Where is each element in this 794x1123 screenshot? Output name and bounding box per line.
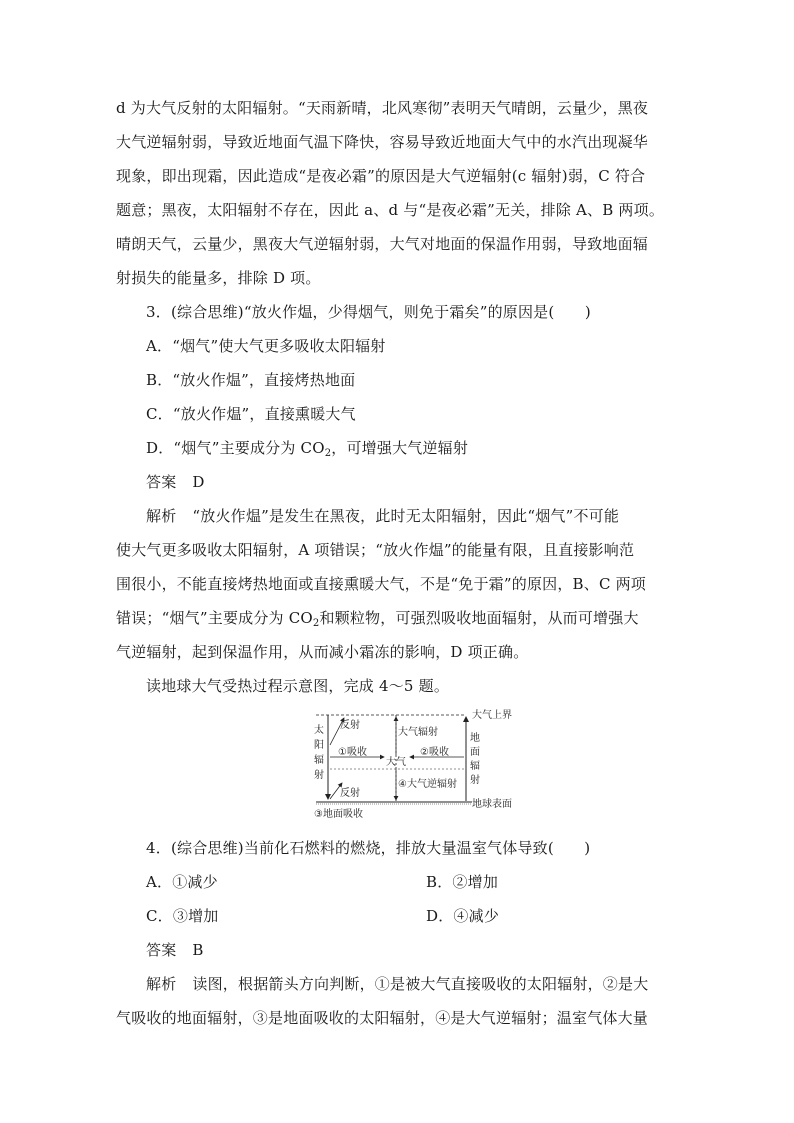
absorb-1-label: ①吸收: [338, 747, 367, 758]
question-4-stem: 4．(综合思维)当前化石燃料的燃烧，排放大量温室气体导致( ): [146, 839, 591, 857]
question-4-option-b: B．②增加: [426, 873, 499, 891]
solar-label-char: 阳: [314, 740, 324, 751]
question-3-option-c: C．“放火作煴”，直接熏暖大气: [146, 405, 356, 423]
question-3-answer: 答案 D: [146, 473, 205, 491]
reflect-bottom-label: 反射: [340, 788, 360, 799]
question-3-analysis-line: 气逆辐射，起到保温作用，从而减小霜冻的影响，D 项正确。: [116, 643, 529, 661]
paragraph-line: 晴朗天气，云量少，黑夜大气逆辐射弱，大气对地面的保温作用弱，导致地面辐: [116, 235, 649, 253]
diagram-intro: 读地球大气受热过程示意图，完成 4～5 题。: [146, 677, 450, 695]
absorb-2-label: ②吸收: [420, 747, 449, 758]
ground-absorb-label: ③地面吸收: [314, 809, 363, 820]
upper-boundary-label: 大气上界: [472, 710, 512, 721]
solar-label-char: 太: [314, 725, 324, 736]
ground-radiation-char: 地: [470, 733, 480, 744]
ground-radiation-char: 面: [470, 747, 480, 758]
paragraph-line: 现象，即出现霜，因此造成“是夜必霜”的原因是大气逆辐射(c 辐射)弱，C 符合: [116, 167, 646, 185]
atmosphere-label: 大气: [386, 757, 406, 768]
ground-radiation-char: 射: [470, 775, 480, 786]
question-4-analysis-line: 气吸收的地面辐射，③是地面吸收的太阳辐射，④是大气逆辐射；温室气体大量: [116, 1009, 649, 1027]
question-4-answer: 答案 B: [146, 941, 204, 959]
question-4-option-a: A．①减少: [146, 873, 218, 891]
ground-label: 地球表面: [472, 799, 512, 810]
paragraph-line: 射损失的能量多，排除 D 项。: [116, 269, 321, 287]
counter-radiation-label: ④大气逆辐射: [398, 779, 457, 790]
question-3-analysis-line: 解析 “放火作煴”是发生在黑夜，此时无太阳辐射，因此“烟气”不可能: [146, 507, 620, 525]
question-4-option-c: C．③增加: [146, 907, 219, 925]
reflect-top-label: 反射: [340, 720, 360, 731]
question-3-stem: 3．(综合思维)“放火作煴，少得烟气，则免于霜矣”的原因是( ): [146, 303, 591, 321]
question-3-analysis-line: 围很小，不能直接烤热地面或直接熏暖大气，不是“免于霜”的原因，B、C 两项: [116, 575, 647, 593]
atmosphere-heating-diagram: [312, 703, 548, 823]
paragraph-line: d 为大气反射的太阳辐射。“天雨新晴，北风寒彻”表明天气晴朗，云量少，黑夜: [116, 99, 649, 117]
solar-label-char: 射: [314, 770, 324, 781]
question-4-option-d: D．④减少: [426, 907, 500, 925]
solar-label-char: 辐: [314, 755, 324, 766]
paragraph-line: 大气逆辐射弱，导致近地面气温下降快，容易导致近地面大气中的水汽出现凝华: [116, 133, 649, 151]
question-4-analysis-line: 解析 读图，根据箭头方向判断，①是被大气直接吸收的太阳辐射，②是大: [146, 975, 649, 993]
question-3-analysis-line: 使大气更多吸收太阳辐射，A 项错误；“放火作煴”的能量有限，且直接影响范: [116, 541, 635, 559]
paragraph-line: 题意；黑夜，太阳辐射不存在，因此 a、d 与“是夜必霜”无关，排除 A、B 两项。: [116, 201, 665, 219]
question-3-option-a: A．“烟气”使大气更多吸收太阳辐射: [146, 337, 386, 355]
question-3-option-b: B．“放火作煴”，直接烤热地面: [146, 371, 356, 389]
atm-radiation-label: 大气辐射: [398, 727, 438, 738]
question-3-analysis-line: 错误；“烟气”主要成分为 $CO_2$和颗粒物，可强烈吸收地面辐射，从而可增强大: [116, 609, 639, 629]
question-3-option-d: D．“烟气”主要成分为 $CO_2$，可增强大气逆辐射: [146, 439, 469, 459]
ground-radiation-char: 辐: [470, 761, 480, 772]
